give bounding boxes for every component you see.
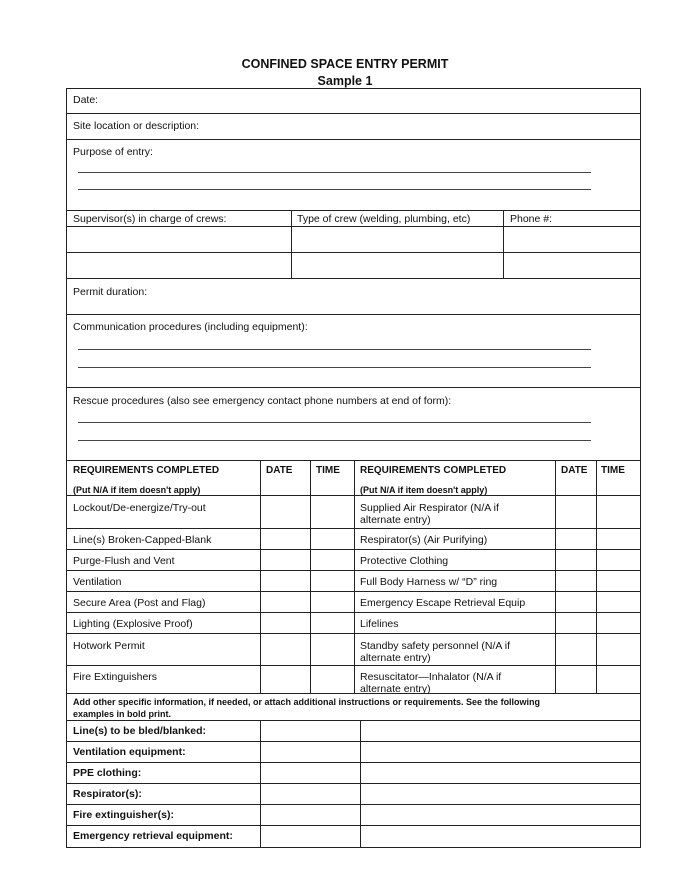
req-header-left: REQUIREMENTS COMPLETED <box>73 465 220 476</box>
req-right-item: Lifelines <box>360 618 399 630</box>
divider <box>66 720 641 721</box>
extra-row-label: Ventilation equipment: <box>73 746 186 758</box>
duration-label: Permit duration: <box>73 286 148 298</box>
divider <box>360 720 361 848</box>
divider <box>66 741 641 742</box>
divider <box>66 528 641 529</box>
phone-label: Phone #: <box>510 213 553 225</box>
divider <box>503 210 504 278</box>
additional-note-line1: Add other specific information, if needed, or attach additional instructions or requirements. See the following <box>73 697 541 707</box>
req-right-item-sub: alternate entry) <box>360 683 431 695</box>
divider <box>66 278 641 279</box>
supervisor-label: Supervisor(s) in charge of crews: <box>73 213 227 225</box>
extra-row-label: Fire extinguisher(s): <box>73 809 174 821</box>
divider <box>66 252 641 253</box>
req-right-item: Emergency Escape Retrieval Equip <box>360 597 526 609</box>
divider <box>66 210 641 211</box>
site-label: Site location or description: <box>73 120 200 132</box>
req-right-item: Standby safety personnel (N/A if <box>360 640 510 652</box>
communication-line-1[interactable] <box>78 349 591 350</box>
extra-row-label: Emergency retrieval equipment: <box>73 830 233 842</box>
rescue-label: Rescue procedures (also see emergency contact phone numbers at end of form): <box>73 395 452 407</box>
purpose-line-1[interactable] <box>78 172 591 173</box>
purpose-label: Purpose of entry: <box>73 146 153 158</box>
divider <box>66 314 641 315</box>
purpose-line-2[interactable] <box>78 189 591 190</box>
req-left-item: Purge-Flush and Vent <box>73 555 175 567</box>
divider <box>260 720 261 848</box>
divider <box>66 693 641 694</box>
form-subtitle: Sample 1 <box>317 74 373 88</box>
divider <box>66 139 641 140</box>
rescue-line-2[interactable] <box>78 440 591 441</box>
req-right-item-sub: alternate entry) <box>360 514 431 526</box>
rescue-line-1[interactable] <box>78 422 591 423</box>
date-label: Date: <box>73 94 99 106</box>
req-left-item: Ventilation <box>73 576 122 588</box>
req-right-item: Protective Clothing <box>360 555 449 567</box>
req-right-item: Supplied Air Respirator (N/A if <box>360 502 499 514</box>
req-header-right: REQUIREMENTS COMPLETED <box>360 465 507 476</box>
time-col-left: TIME <box>316 465 340 476</box>
req-left-item: Secure Area (Post and Flag) <box>73 597 206 609</box>
communication-label: Communication procedures (including equipment): <box>73 321 308 333</box>
req-left-item: Lighting (Explosive Proof) <box>73 618 193 630</box>
req-note-left: (Put N/A if item doesn't apply) <box>73 485 201 495</box>
crew-type-label: Type of crew (welding, plumbing, etc) <box>297 213 471 225</box>
req-right-item: Respirator(s) (Air Purifying) <box>360 534 488 546</box>
divider <box>66 113 641 114</box>
divider <box>66 591 641 592</box>
communication-line-2[interactable] <box>78 367 591 368</box>
req-note-right: (Put N/A if item doesn't apply) <box>360 485 488 495</box>
divider <box>66 804 641 805</box>
divider <box>66 825 641 826</box>
divider <box>66 633 641 634</box>
extra-row-label: Line(s) to be bled/blanked: <box>73 725 207 737</box>
divider <box>66 549 641 550</box>
req-left-item: Line(s) Broken-Capped-Blank <box>73 534 212 546</box>
divider <box>66 226 641 227</box>
req-right-item-sub: alternate entry) <box>360 652 431 664</box>
additional-note-line2: examples in bold print. <box>73 709 172 719</box>
req-right-item: Full Body Harness w/ “D” ring <box>360 576 498 588</box>
divider <box>66 665 641 666</box>
date-col-left: DATE <box>266 465 293 476</box>
req-left-item: Hotwork Permit <box>73 640 145 652</box>
divider <box>66 612 641 613</box>
req-left-item: Lockout/De-energize/Try-out <box>73 502 206 514</box>
divider <box>291 210 292 278</box>
req-right-item: Resuscitator—Inhalator (N/A if <box>360 671 502 683</box>
req-left-item: Fire Extinguishers <box>73 671 158 683</box>
divider <box>66 495 641 496</box>
divider <box>66 570 641 571</box>
date-col-right: DATE <box>561 465 588 476</box>
extra-row-label: Respirator(s): <box>73 788 142 800</box>
divider <box>66 762 641 763</box>
divider <box>66 387 641 388</box>
extra-row-label: PPE clothing: <box>73 767 142 779</box>
time-col-right: TIME <box>601 465 625 476</box>
form-title: CONFINED SPACE ENTRY PERMIT <box>241 57 449 71</box>
divider <box>66 783 641 784</box>
